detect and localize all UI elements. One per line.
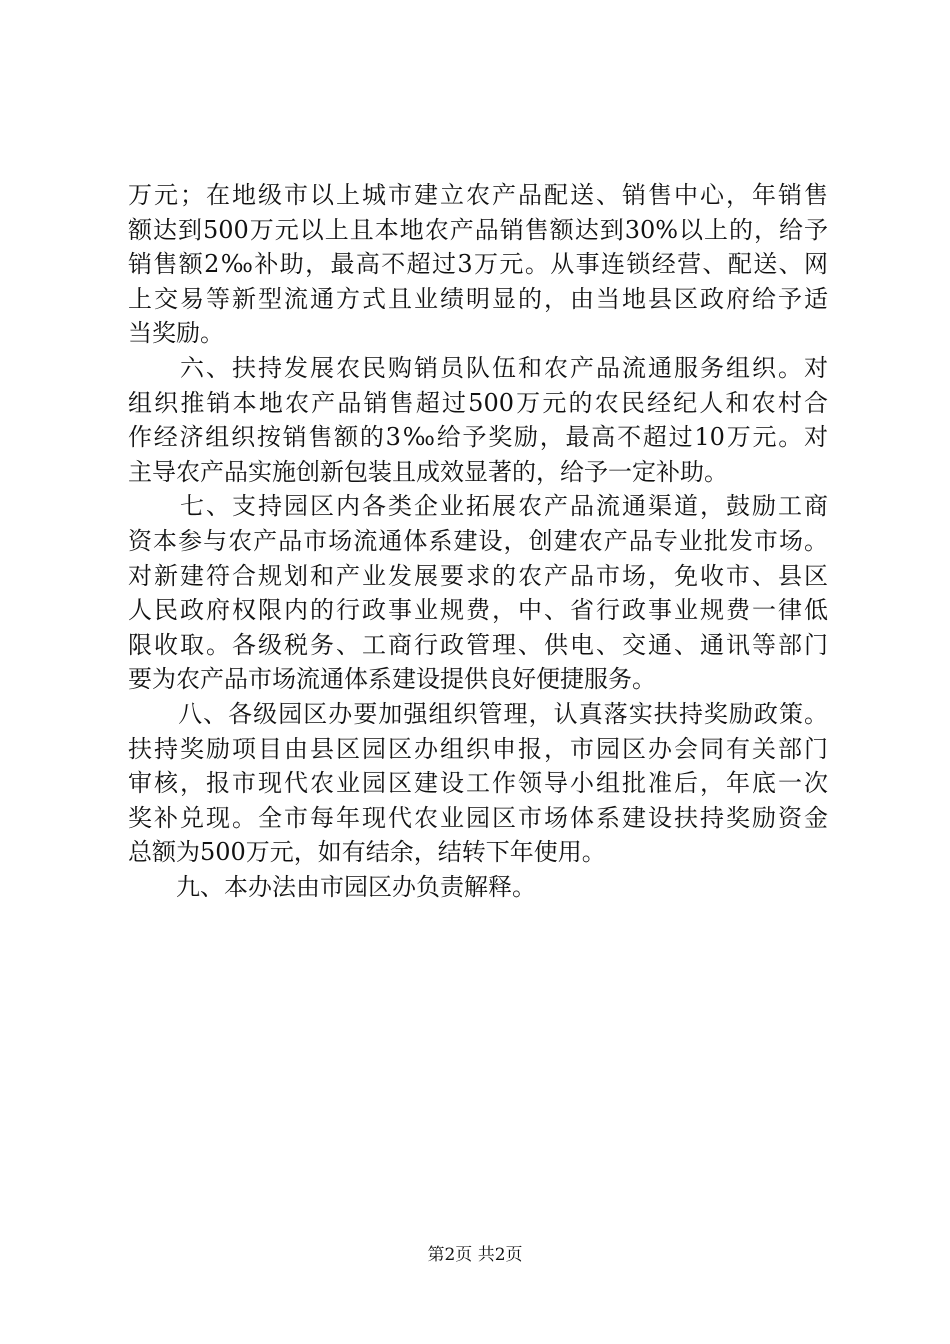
paragraph-eight xyxy=(128,697,828,870)
text-line: 额达到500万元以上且本地农产品销售额达到30%以上的，给予 xyxy=(128,215,828,244)
text-line: 六、扶持发展农民购销员队伍和农产品流通服务组织。对 xyxy=(128,353,828,382)
text-line: 总额为500万元，如有结余，结转下年使用。 xyxy=(128,838,606,867)
text-line: 资本参与农产品市场流通体系建设，创建农产品专业批发市场。 xyxy=(128,526,828,555)
text-line: 限收取。各级税务、工商行政管理、供电、交通、通讯等部门 xyxy=(128,630,828,659)
text-line: 组织推销本地农产品销售超过500万元的农民经纪人和农村合 xyxy=(128,388,828,417)
text-line: 当奖励。 xyxy=(128,319,224,348)
paragraph-five-continued xyxy=(128,178,828,351)
text-line: 对新建符合规划和产业发展要求的农产品市场，免收市、县区 xyxy=(128,561,828,590)
text-line: 要为农产品市场流通体系建设提供良好便捷服务。 xyxy=(128,665,656,694)
text-line: 奖补兑现。全市每年现代农业园区市场体系建设扶持奖励资金 xyxy=(128,803,828,832)
text-line: 主导农产品实施创新包装且成效显著的，给予一定补助。 xyxy=(128,457,728,486)
document-body xyxy=(128,178,828,904)
page-number-footer: 第2页 共2页 xyxy=(427,1245,523,1265)
text-line: 八、各级园区办要加强组织管理，认真落实扶持奖励政策。 xyxy=(128,699,828,728)
text-line: 销售额2‰补助，最高不超过3万元。从事连锁经营、配送、网 xyxy=(128,250,828,279)
paragraph-nine xyxy=(128,870,828,905)
paragraph-six xyxy=(128,351,828,489)
paragraph-seven xyxy=(128,489,828,697)
text-line: 上交易等新型流通方式且业绩明显的，由当地县区政府给予适 xyxy=(128,284,828,313)
text-line: 审核，报市现代农业园区建设工作领导小组批准后，年底一次 xyxy=(128,769,828,798)
text-line: 扶持奖励项目由县区园区办组织申报，市园区办会同有关部门 xyxy=(128,734,828,763)
text-line: 人民政府权限内的行政事业规费，中、省行政事业规费一律低 xyxy=(128,596,828,625)
text-line: 七、支持园区内各类企业拓展农产品流通渠道，鼓励工商 xyxy=(128,492,828,521)
text-line: 万元；在地级市以上城市建立农产品配送、销售中心，年销售 xyxy=(128,181,828,209)
text-line: 作经济组织按销售额的3‰给予奖励，最高不超过10万元。对 xyxy=(128,423,828,452)
text-line: 九、本办法由市园区办负责解释。 xyxy=(128,872,536,901)
